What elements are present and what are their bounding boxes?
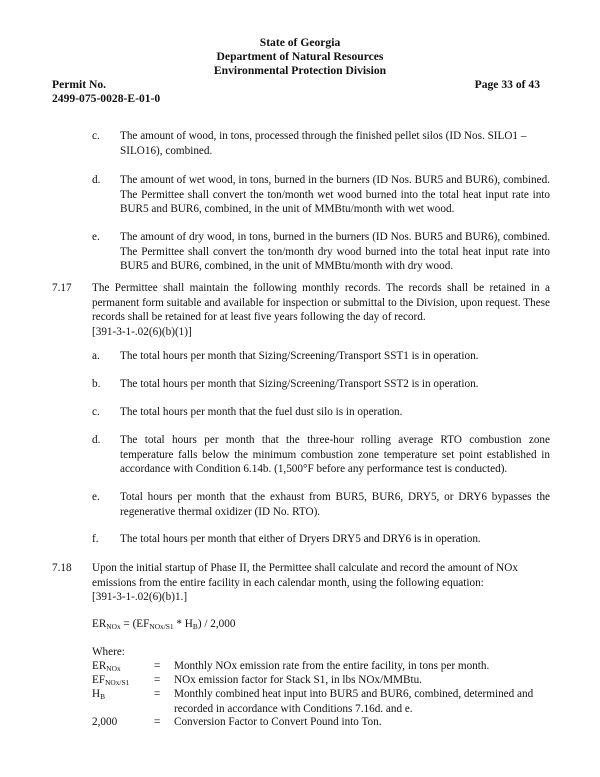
definition-equals: =: [154, 688, 161, 700]
definition-text: NOx emission factor for Stack S1, in lbs NOx/MMBtu.: [174, 674, 422, 686]
item-label: d.: [92, 434, 101, 446]
definition-symbol: [92, 715, 117, 730]
eq-h-sub: B: [192, 622, 198, 631]
header-department: Department of Natural Resources: [216, 50, 384, 63]
eq-tail: ) / 2,000: [197, 618, 236, 630]
page-header: [0, 36, 600, 78]
sym-text: ER: [92, 660, 107, 672]
item-text: The amount of wood, in tons, processed through the finished pellet silos (ID Nos. SILO1 – SILO16), combined.: [120, 130, 527, 157]
item-label: d.: [92, 174, 101, 186]
eq-er-sub: NOx: [106, 622, 121, 631]
section-body: The Permittee shall maintain the following monthly records. The records shall be retained in a permanent form suitable and available for inspection or submittal to the Division, upon request. These records shall be retained for at least five years following the day of record.: [92, 282, 550, 324]
sym-sub: NOx/S1: [105, 678, 130, 687]
eq-mid2: * H: [173, 618, 193, 630]
definition-equals: =: [154, 716, 161, 728]
section-number: 7.17: [52, 282, 72, 294]
permit-number: 2499-075-0028-E-01-0: [52, 92, 161, 105]
eq-mid1: = (EF: [120, 618, 150, 630]
item-label: f.: [92, 533, 99, 545]
item-text: The total hours per month that Sizing/Screening/Transport SST1 is in operation.: [120, 350, 479, 362]
sym-text: 2,000: [92, 716, 118, 728]
item-label: b.: [92, 378, 101, 390]
section-text: [92, 561, 550, 605]
header-state: State of Georgia: [259, 36, 341, 49]
item-label: c.: [92, 406, 100, 418]
sym-sub: NOx: [106, 664, 121, 673]
item-text: The total hours per month that either of Dryers DRY5 and DRY6 is in operation.: [120, 533, 481, 545]
item-label: a.: [92, 350, 100, 362]
header-division: Environmental Protection Division: [213, 64, 387, 77]
section-text: [92, 281, 550, 339]
item-text: Total hours per month that the exhaust from BUR5, BUR6, DRY5, or DRY6 bypasses the regenerative thermal oxidizer (ID No. RTO).: [120, 491, 550, 518]
eq-er: ER: [92, 618, 107, 630]
item-label: e.: [92, 491, 100, 503]
item-label: e.: [92, 231, 100, 243]
definition-symbol: [92, 687, 105, 702]
section-citation: [391-3-1-.02(6)(b)1.]: [92, 591, 188, 604]
definition-equals: =: [154, 674, 161, 686]
item-text: The amount of dry wood, in tons, burned in the burners (ID Nos. BUR5 and BUR6), combined. The Permittee shall convert the ton/month dry wood burned into the total heat input rate into BUR5 and BUR6, combined, in the unit of MMBtu/month with dry wood.: [120, 231, 550, 273]
item-text: The total hours per month that the fuel dust silo is in operation.: [120, 406, 403, 418]
item-text: The total hours per month that the three-hour rolling average RTO combustion zone temperature falls below the minimum combustion zone temperature set point established in accordance with Condition 6.14b. (1,500°F before any performance test is conducted).: [120, 434, 550, 476]
sym-sub: B: [100, 692, 106, 701]
nox-equation: [92, 617, 235, 632]
definition-text: Monthly combined heat input into BUR5 and BUR6, combined, determined and recorded in accordance with Conditions 7.16d. and e.: [174, 688, 534, 715]
permit-label: Permit No.: [52, 78, 107, 91]
definition-equals: =: [154, 660, 161, 672]
definition-symbol: [92, 659, 121, 674]
eq-ef-sub: NOx/S1: [149, 622, 174, 631]
definition-text: Conversion Factor to Convert Pound into Ton.: [174, 716, 382, 728]
sym-text: H: [92, 688, 101, 700]
where-label: Where:: [92, 646, 125, 658]
item-text: The amount of wet wood, in tons, burned in the burners (ID Nos. BUR5 and BUR6), combined. The Permittee shall convert the ton/month wet wood burned into the total heat input rate into BUR5 and BUR6, combined, in the unit of MMBtu/month with wet wood.: [120, 174, 550, 216]
section-body: Upon the initial startup of Phase II, the Permittee shall calculate and record the amount of NOx emissions from the entire facility in each calendar month, using the following equation:: [92, 562, 518, 589]
item-label: c.: [92, 130, 100, 142]
definition-text: Monthly NOx emission rate from the entire facility, in tons per month.: [174, 660, 490, 672]
item-text: The total hours per month that Sizing/Screening/Transport SST2 is in operation.: [120, 378, 479, 390]
page-number: Page 33 of 43: [474, 78, 540, 91]
definition-symbol: [92, 673, 129, 688]
section-number: 7.18: [52, 562, 72, 574]
permit-block: [52, 78, 160, 106]
sym-text: EF: [92, 674, 106, 686]
section-citation: [391-3-1-.02(6)(b)(1)]: [92, 325, 192, 338]
